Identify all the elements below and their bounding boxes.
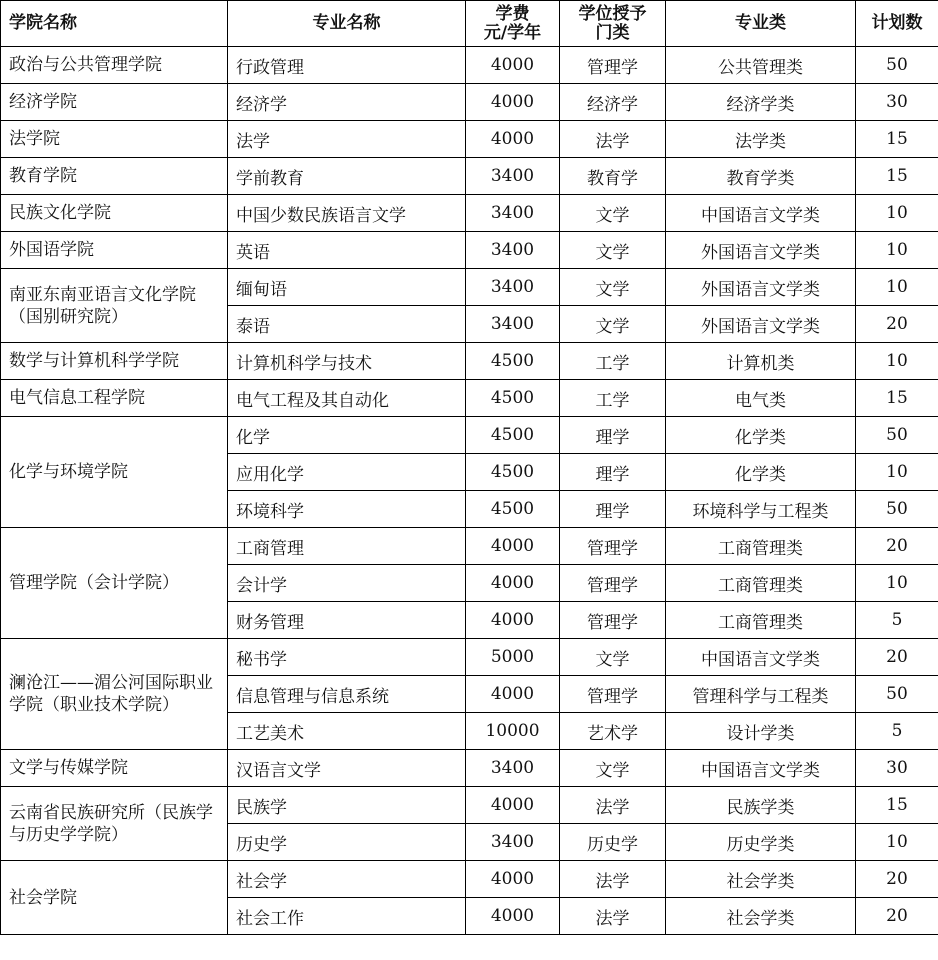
- cell-major: 信息管理与信息系统: [228, 676, 466, 713]
- cell-category: 外国语言文学类: [666, 232, 856, 269]
- cell-major: 缅甸语: [228, 269, 466, 306]
- cell-fee: 4500: [466, 454, 560, 491]
- cell-category: 社会学类: [666, 861, 856, 898]
- cell-plan: 10: [856, 454, 938, 491]
- cell-major: 社会学: [228, 861, 466, 898]
- table-row: [1, 380, 938, 417]
- table-body: [1, 47, 938, 935]
- cell-plan: 30: [856, 84, 938, 121]
- header-major: 专业名称: [228, 1, 466, 47]
- cell-degree: 文学: [560, 269, 666, 306]
- cell-category: 中国语言文学类: [666, 639, 856, 676]
- cell-degree: 文学: [560, 306, 666, 343]
- table-row: [1, 750, 938, 787]
- cell-degree: 管理学: [560, 528, 666, 565]
- cell-plan: 10: [856, 269, 938, 306]
- cell-degree: 工学: [560, 380, 666, 417]
- cell-category: 公共管理类: [666, 47, 856, 84]
- cell-category: 化学类: [666, 454, 856, 491]
- table-row: [1, 47, 938, 84]
- cell-plan: 15: [856, 787, 938, 824]
- cell-category: 工商管理类: [666, 528, 856, 565]
- cell-school: 政治与公共管理学院: [1, 47, 228, 84]
- header-category: 专业类: [666, 1, 856, 47]
- cell-category: 中国语言文学类: [666, 750, 856, 787]
- cell-school: 澜沧江——湄公河国际职业学院（职业技术学院）: [1, 639, 228, 750]
- table-row: [1, 269, 938, 306]
- cell-plan: 10: [856, 195, 938, 232]
- cell-major: 环境科学: [228, 491, 466, 528]
- cell-major: 应用化学: [228, 454, 466, 491]
- cell-fee: 3400: [466, 269, 560, 306]
- cell-plan: 50: [856, 417, 938, 454]
- cell-fee: 10000: [466, 713, 560, 750]
- cell-category: 管理科学与工程类: [666, 676, 856, 713]
- cell-fee: 4000: [466, 528, 560, 565]
- cell-major: 中国少数民族语言文学: [228, 195, 466, 232]
- cell-fee: 4000: [466, 898, 560, 935]
- table-row: [1, 417, 938, 454]
- cell-major: 工商管理: [228, 528, 466, 565]
- cell-degree: 文学: [560, 639, 666, 676]
- cell-plan: 50: [856, 47, 938, 84]
- cell-plan: 15: [856, 380, 938, 417]
- table-row: [1, 639, 938, 676]
- cell-school: 经济学院: [1, 84, 228, 121]
- cell-fee: 4000: [466, 121, 560, 158]
- cell-school: 社会学院: [1, 861, 228, 935]
- cell-major: 电气工程及其自动化: [228, 380, 466, 417]
- cell-plan: 10: [856, 343, 938, 380]
- cell-plan: 15: [856, 158, 938, 195]
- header-row: [1, 1, 938, 47]
- cell-plan: 50: [856, 491, 938, 528]
- cell-degree: 理学: [560, 417, 666, 454]
- cell-school: 云南省民族研究所（民族学与历史学学院）: [1, 787, 228, 861]
- table-row: [1, 861, 938, 898]
- table-row: [1, 343, 938, 380]
- cell-category: 经济学类: [666, 84, 856, 121]
- cell-degree: 法学: [560, 861, 666, 898]
- table-row: [1, 232, 938, 269]
- cell-major: 历史学: [228, 824, 466, 861]
- cell-plan: 15: [856, 121, 938, 158]
- cell-school: 电气信息工程学院: [1, 380, 228, 417]
- cell-fee: 3400: [466, 232, 560, 269]
- cell-category: 中国语言文学类: [666, 195, 856, 232]
- table-row: [1, 84, 938, 121]
- cell-category: 法学类: [666, 121, 856, 158]
- cell-major: 汉语言文学: [228, 750, 466, 787]
- cell-degree: 文学: [560, 195, 666, 232]
- cell-category: 计算机类: [666, 343, 856, 380]
- cell-category: 民族学类: [666, 787, 856, 824]
- cell-major: 秘书学: [228, 639, 466, 676]
- cell-plan: 5: [856, 602, 938, 639]
- cell-degree: 经济学: [560, 84, 666, 121]
- cell-degree: 文学: [560, 750, 666, 787]
- cell-degree: 工学: [560, 343, 666, 380]
- cell-category: 环境科学与工程类: [666, 491, 856, 528]
- cell-school: 数学与计算机科学学院: [1, 343, 228, 380]
- cell-fee: 4000: [466, 861, 560, 898]
- cell-degree: 理学: [560, 454, 666, 491]
- header-fee: 学费 元/学年: [466, 1, 560, 47]
- cell-major: 法学: [228, 121, 466, 158]
- cell-category: 工商管理类: [666, 565, 856, 602]
- table-row: [1, 195, 938, 232]
- cell-major: 学前教育: [228, 158, 466, 195]
- cell-plan: 10: [856, 824, 938, 861]
- cell-degree: 法学: [560, 787, 666, 824]
- cell-degree: 理学: [560, 491, 666, 528]
- cell-plan: 10: [856, 565, 938, 602]
- cell-school: 民族文化学院: [1, 195, 228, 232]
- cell-degree: 法学: [560, 898, 666, 935]
- cell-fee: 4500: [466, 343, 560, 380]
- cell-fee: 3400: [466, 750, 560, 787]
- cell-degree: 管理学: [560, 602, 666, 639]
- cell-degree: 管理学: [560, 47, 666, 84]
- cell-degree: 历史学: [560, 824, 666, 861]
- cell-major: 社会工作: [228, 898, 466, 935]
- cell-plan: 30: [856, 750, 938, 787]
- cell-degree: 管理学: [560, 565, 666, 602]
- header-degree: 学位授予 门类: [560, 1, 666, 47]
- header-plan: 计划数: [856, 1, 938, 47]
- cell-school: 化学与环境学院: [1, 417, 228, 528]
- table-row: [1, 787, 938, 824]
- cell-school: 文学与传媒学院: [1, 750, 228, 787]
- cell-fee: 5000: [466, 639, 560, 676]
- cell-fee: 4500: [466, 380, 560, 417]
- cell-category: 设计学类: [666, 713, 856, 750]
- cell-plan: 20: [856, 898, 938, 935]
- table-row: [1, 528, 938, 565]
- table-row: [1, 158, 938, 195]
- cell-category: 化学类: [666, 417, 856, 454]
- cell-category: 电气类: [666, 380, 856, 417]
- table-row: [1, 121, 938, 158]
- cell-plan: 5: [856, 713, 938, 750]
- cell-school: 法学院: [1, 121, 228, 158]
- cell-fee: 4000: [466, 84, 560, 121]
- cell-school: 教育学院: [1, 158, 228, 195]
- cell-school: 管理学院（会计学院）: [1, 528, 228, 639]
- cell-category: 教育学类: [666, 158, 856, 195]
- cell-plan: 10: [856, 232, 938, 269]
- cell-degree: 教育学: [560, 158, 666, 195]
- cell-plan: 20: [856, 639, 938, 676]
- table-header: [1, 1, 938, 47]
- cell-fee: 4000: [466, 602, 560, 639]
- cell-major: 行政管理: [228, 47, 466, 84]
- cell-category: 外国语言文学类: [666, 306, 856, 343]
- cell-school: 南亚东南亚语言文化学院（国别研究院）: [1, 269, 228, 343]
- cell-major: 民族学: [228, 787, 466, 824]
- cell-fee: 3400: [466, 824, 560, 861]
- cell-plan: 20: [856, 306, 938, 343]
- cell-fee: 4500: [466, 491, 560, 528]
- cell-major: 泰语: [228, 306, 466, 343]
- cell-fee: 3400: [466, 195, 560, 232]
- cell-degree: 法学: [560, 121, 666, 158]
- cell-degree: 艺术学: [560, 713, 666, 750]
- cell-fee: 4000: [466, 787, 560, 824]
- cell-fee: 3400: [466, 306, 560, 343]
- cell-major: 化学: [228, 417, 466, 454]
- cell-category: 工商管理类: [666, 602, 856, 639]
- cell-fee: 4000: [466, 565, 560, 602]
- cell-major: 计算机科学与技术: [228, 343, 466, 380]
- cell-school: 外国语学院: [1, 232, 228, 269]
- cell-category: 外国语言文学类: [666, 269, 856, 306]
- header-school: 学院名称: [1, 1, 228, 47]
- cell-fee: 4000: [466, 47, 560, 84]
- cell-plan: 20: [856, 528, 938, 565]
- cell-category: 历史学类: [666, 824, 856, 861]
- cell-fee: 4500: [466, 417, 560, 454]
- cell-fee: 3400: [466, 158, 560, 195]
- cell-degree: 管理学: [560, 676, 666, 713]
- cell-plan: 50: [856, 676, 938, 713]
- cell-category: 社会学类: [666, 898, 856, 935]
- cell-major: 工艺美术: [228, 713, 466, 750]
- cell-fee: 4000: [466, 676, 560, 713]
- cell-degree: 文学: [560, 232, 666, 269]
- cell-major: 英语: [228, 232, 466, 269]
- cell-major: 会计学: [228, 565, 466, 602]
- cell-plan: 20: [856, 861, 938, 898]
- cell-major: 财务管理: [228, 602, 466, 639]
- cell-major: 经济学: [228, 84, 466, 121]
